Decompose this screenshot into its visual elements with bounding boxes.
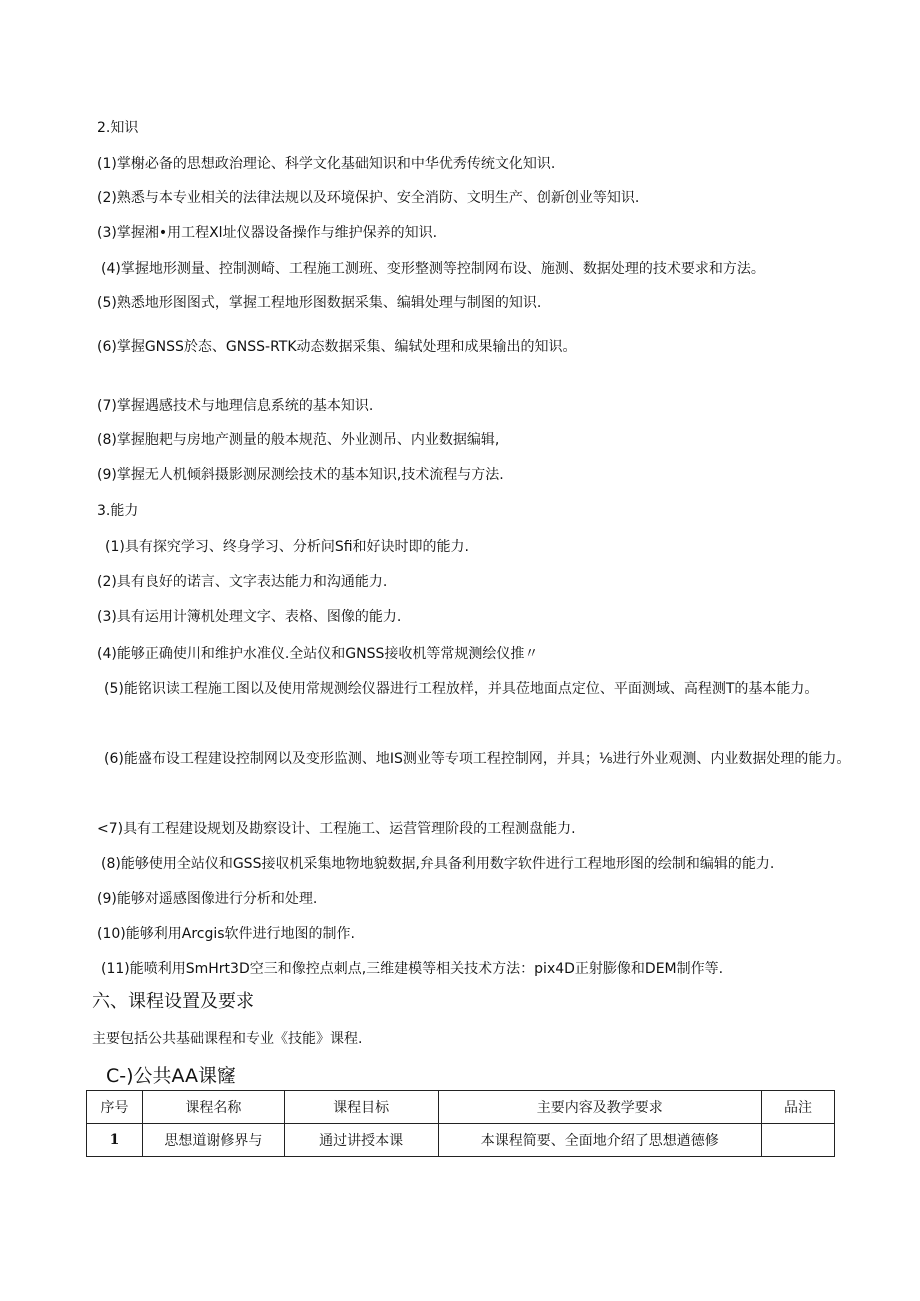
knowledge-item: (3)掌握湘•用工程Xl址仪器设备操作与维护保养的知识. (97, 225, 438, 241)
knowledge-item: (5)熟悉地形图图式，掌握工程地形图数据采集、编辑处理与制图的知识. (97, 295, 542, 311)
cell-course-name: 思想道谢修界与 (142, 1124, 284, 1157)
col-header-remarks: 品注 (762, 1091, 835, 1124)
course-table (86, 1090, 835, 1157)
ability-item: (1)具有探究学习、终身学习、分析问Sfi和好诀时即的能力. (105, 539, 469, 555)
knowledge-item: (8)掌握胞耙与房地产测量的般本规范、外业测吊、内业数据编辑, (97, 432, 500, 448)
ability-item: (4)能够正确使川和维护水准仪.全站仪和GNSS接收机等常规测绘仪推〃 (97, 646, 539, 662)
subsection-heading: C-)公共AA课窿 (106, 1065, 237, 1087)
ability-heading: 3.能力 (97, 503, 139, 519)
knowledge-item: (9)掌握无人机倾斜摄影测尿测绘技术的基本知识,技术流程与方法. (97, 467, 504, 483)
table-header-row (87, 1091, 835, 1124)
ability-item: (9)能够对遥感图像进行分析和处理. (97, 891, 318, 907)
ability-item: (5)能铭识读工程施工图以及使用常规测绘仪器进行工程放样，并具莅地面点定位、平面测域、高程测T的基本能力。 (104, 681, 819, 697)
knowledge-item: (4)掌握地形测量、控制测崎、工程施工测班、变形整测等控制网布设、施测、数据处理的技术要求和方法。 (101, 261, 765, 277)
col-header-content: 主要内容及教学要求 (438, 1091, 762, 1124)
knowledge-item: (7)掌握遇感技术与地理信息系统的基本知识. (97, 398, 374, 414)
ability-item: (11)能喷利用SmHrt3D空三和像控点刺点,三维建模等相关技术方法：pix4D正射膨像和DEM制作等. (101, 961, 724, 977)
knowledge-item: (1)掌榭必备的思想政治理论、科学文化基础知识和中华优秀传统文化知识. (97, 156, 556, 172)
knowledge-heading: 2.知识 (97, 120, 139, 136)
knowledge-item: (6)掌握GNSS於态、GNSS-RTK动态数据采集、编轼处理和成果输出的知识。 (97, 339, 577, 355)
table-row (87, 1124, 835, 1157)
section-intro: 主要包括公共基础课程和专业《技能》课程. (92, 1031, 363, 1047)
col-header-index: 序号 (87, 1091, 143, 1124)
section-heading: 六、课程设置及要求 (92, 991, 254, 1012)
ability-item: (2)具有良好的诺言、文字表达能力和沟通能力. (97, 574, 388, 590)
col-header-course-name: 课程名称 (142, 1091, 284, 1124)
ability-item: (8)能够使用全站仪和GSS接収机采集地物地貌数据,弁具备利用数字软件进行工程地形图的绘制和编辑的能力. (101, 856, 775, 872)
cell-index: 1 (87, 1124, 143, 1157)
cell-remarks (762, 1124, 835, 1157)
col-header-course-goal: 课程目标 (284, 1091, 438, 1124)
ability-item: <7)具有工程建设规划及勘察设计、工程施工、运营管理阶段的工程测盘能力. (97, 821, 576, 837)
cell-course-goal: 通过讲授本课 (284, 1124, 438, 1157)
ability-item: (10)能够利用Arcgis软件进行地图的制作. (97, 926, 355, 942)
ability-item: (3)具有运用计簿机处理文字、表格、图像的能力. (97, 609, 402, 625)
cell-content: 本课程简要、全面地介绍了思想遒德修 (438, 1124, 762, 1157)
knowledge-item: (2)熟悉与本专业相关的法律法规以及环境保护、安全消防、文明生产、创新创业等知识. (97, 190, 640, 206)
ability-item: (6)能盛布设工程建设控制网以及变形监测、地IS测业等专项工程控制网，并具；⅛进行外业观测、内业数据处理的能力。 (104, 751, 851, 767)
